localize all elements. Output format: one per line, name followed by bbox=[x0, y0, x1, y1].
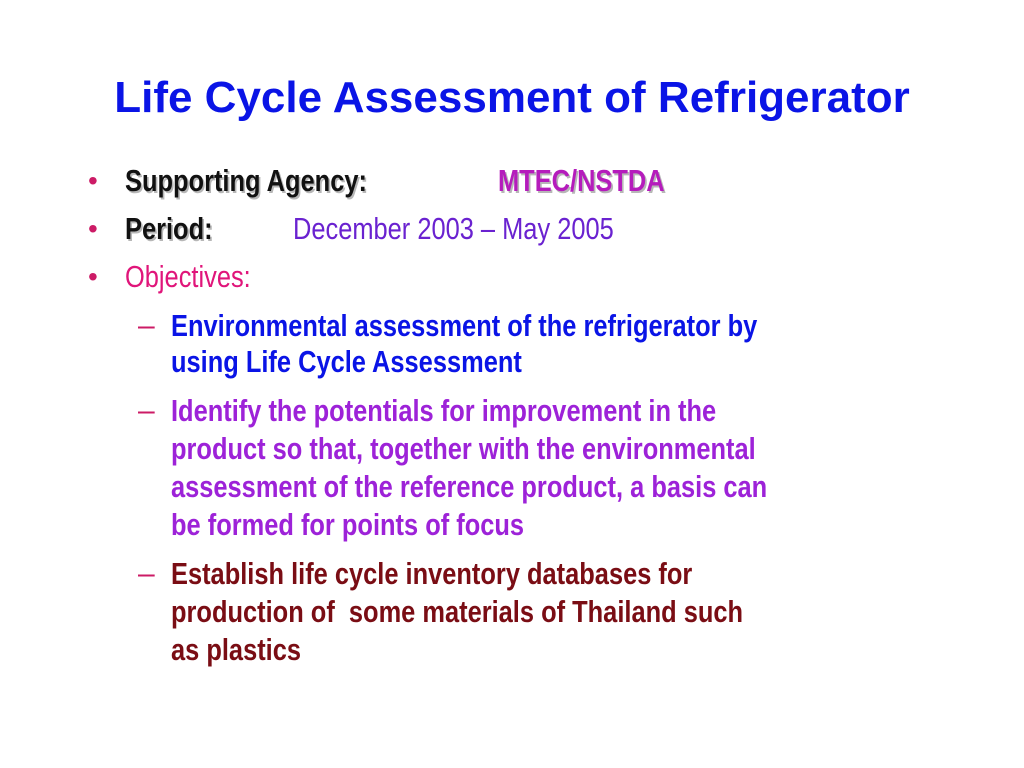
objective-2-text: product so that, together with the environmental bbox=[171, 431, 756, 466]
objective-2-text: assessment of the reference product, a basis can bbox=[171, 469, 768, 504]
objective-2-line-4 bbox=[171, 507, 602, 543]
period-line bbox=[125, 211, 232, 247]
bullet-marker: • bbox=[88, 261, 98, 292]
objective-1-line-2 bbox=[171, 344, 599, 380]
objectives-heading: Objectives: bbox=[125, 259, 251, 294]
objective-1-text: Environmental assessment of the refrigerator by bbox=[171, 308, 758, 343]
slide-title bbox=[0, 70, 1024, 126]
period-value: December 2003 – May 2005 bbox=[293, 211, 614, 246]
period-label: Period: bbox=[125, 211, 213, 246]
objective-3-text: Establish life cycle inventory databases for bbox=[171, 556, 693, 591]
objective-3-text: as plastics bbox=[171, 632, 302, 667]
objective-3-text: production of some materials of Thailand such bbox=[171, 594, 744, 629]
dash-marker: – bbox=[138, 557, 155, 590]
supporting-agency-value: MTEC/NSTDA bbox=[498, 163, 665, 198]
objective-3-line-3 bbox=[171, 632, 330, 668]
period-value-wrap bbox=[293, 211, 684, 247]
supporting-agency-line bbox=[125, 163, 420, 199]
objective-2-text: be formed for points of focus bbox=[171, 507, 525, 542]
dash-marker: – bbox=[138, 394, 155, 427]
supporting-agency-value-wrap bbox=[498, 163, 701, 199]
bullet-marker: • bbox=[88, 213, 98, 244]
objectives-heading-wrap bbox=[125, 259, 278, 295]
objective-3-line-1 bbox=[171, 556, 807, 592]
objective-1-line-1 bbox=[171, 308, 886, 344]
objective-3-line-2 bbox=[171, 594, 869, 630]
objective-2-line-2 bbox=[171, 431, 884, 467]
objective-2-line-3 bbox=[171, 469, 898, 505]
supporting-agency-label: Supporting Agency: bbox=[125, 163, 367, 198]
objective-2-line-1 bbox=[171, 393, 836, 429]
bullet-marker: • bbox=[88, 165, 98, 196]
dash-marker: – bbox=[138, 309, 155, 342]
objective-1-text: using Life Cycle Assessment bbox=[171, 344, 522, 379]
objective-2-text: Identify the potentials for improvement in the bbox=[171, 393, 717, 428]
slide-title-text: Life Cycle Assessment of Refrigerator bbox=[114, 73, 910, 122]
